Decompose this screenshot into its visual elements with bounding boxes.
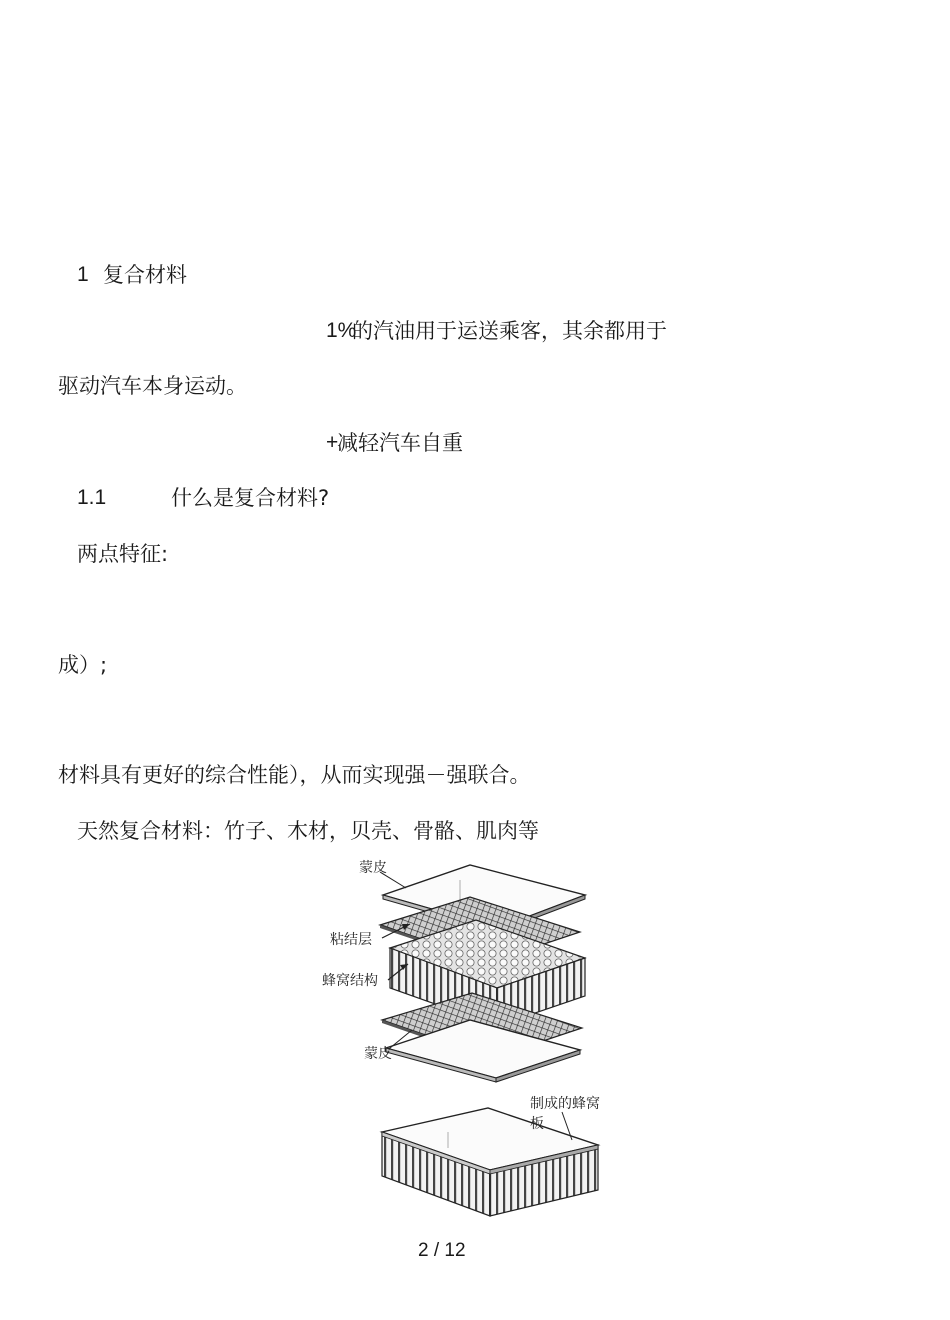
- line-2: 驱动汽车本身运动。: [58, 374, 247, 398]
- label-skin-bottom: 蒙皮: [364, 1046, 392, 1062]
- label-adhesive: 粘结层: [330, 932, 372, 948]
- line-1-prefix: 1%: [326, 319, 357, 342]
- line-4: 两点特征:: [77, 542, 169, 566]
- label-skin-top: 蒙皮: [359, 860, 387, 876]
- honeycomb-panel-figure: [300, 850, 660, 1225]
- page-number: 2 / 12: [418, 1240, 466, 1261]
- line-3-prefix: +: [326, 431, 339, 454]
- heading-1-1-number: 1.1: [77, 486, 107, 509]
- heading-1-number: 1: [77, 263, 89, 286]
- line-1-text: 的汽油用于运送乘客，其余都用于: [352, 319, 667, 343]
- label-panel-line1: 制成的蜂窝: [530, 1096, 600, 1112]
- line-6: 材料具有更好的综合性能），从而实现强－强联合。: [58, 763, 531, 787]
- heading-1-1-title: 什么是复合材料?: [171, 486, 330, 510]
- label-panel-line2: 板: [530, 1116, 544, 1132]
- heading-1-title: 复合材料: [103, 263, 187, 287]
- line-7: 天然复合材料：竹子、木材，贝壳、骨骼、肌肉等: [77, 819, 539, 843]
- label-honeycomb: 蜂窝结构: [322, 973, 378, 989]
- line-5: 成）;: [58, 653, 108, 677]
- finished-honeycomb-panel: [382, 1108, 598, 1216]
- line-3-text: 减轻汽车自重: [337, 431, 463, 455]
